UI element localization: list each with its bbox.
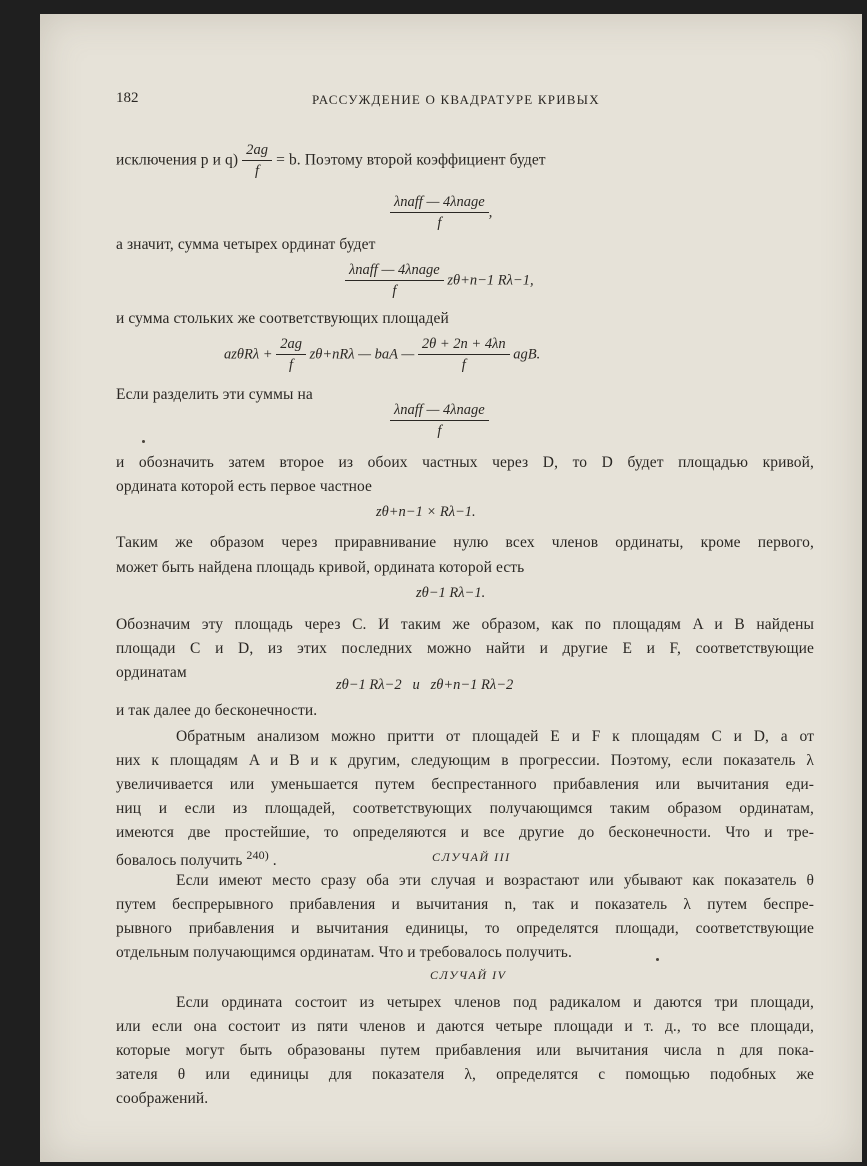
section-heading: СЛУЧАЙ III [432, 850, 511, 864]
text-line: и так далее до бесконечности. [116, 702, 318, 719]
text-line: и сумма стольких же соответствующих площадей [116, 310, 449, 327]
paragraph-line: них к площадям A и B и к другим, следующим в прогрессии. Поэтому, если показатель λ [116, 752, 814, 769]
scan-speck [142, 440, 145, 443]
scan-speck [656, 958, 659, 961]
paragraph-line: бовалось получить $^{240)}$ . [116, 848, 277, 870]
formula: $\frac{\text{λnaff — 4λnage}}{f}$ [390, 402, 489, 440]
text-line: Таким же образом через приравнивание нулю всех членов ординаты, кроме первого, [116, 534, 814, 551]
paragraph-line: увеличивается или уменьшается путем беспрестанного прибавления или вычитания еди- [116, 776, 814, 793]
text-line: может быть найдена площадь кривой, ордината которой есть [116, 559, 525, 576]
fraction: $\frac{2ag}{f}$ [242, 142, 272, 180]
paragraph-line: имеются две простейшие, то определяются и все другие до бесконечности. Что и тре- [116, 824, 814, 841]
paragraph-line: отдельным получающимся ординатам. Что и требовалось получить. [116, 944, 572, 961]
formula: zθ−1 Rλ−1. [416, 585, 486, 601]
text-line: ордината которой есть первое частное [116, 478, 372, 495]
text-line: а значит, сумма четырех ординат будет [116, 236, 376, 253]
paragraph-line: соображений. [116, 1090, 209, 1107]
text-line: ординатам [116, 664, 187, 681]
formula: azθRλ + $\frac{2ag}{f}$ zθ+nRλ — baA — $\frac{2\theta + 2n + 4\lambda n}{f}$ agB. [224, 336, 541, 373]
paragraph-line: Если ордината состоит из четырех членов под радикалом и даются три площади, [176, 994, 814, 1011]
book-page [40, 14, 862, 1162]
formula: zθ−1 Rλ−2 и zθ+n−1 Rλ−2 [336, 677, 514, 693]
text-line: Обозначим эту площадь через C. И таким же образом, как по площадям A и B найдены [116, 616, 814, 633]
footnote-marker: 240) [246, 848, 269, 862]
text-line: исключения p и q) $\frac{2ag}{f}$ = b. Поэтому второй коэффициент будет [116, 142, 546, 179]
section-heading: СЛУЧАЙ IV [430, 968, 507, 982]
paragraph-line: Если имеют место сразу оба эти случая и возрастают или убывают как показатель θ [176, 872, 814, 889]
paragraph-line: которые могут быть образованы путем прибавления или вычитания числа n для пока- [116, 1042, 814, 1059]
running-title: РАССУЖДЕНИЕ О КВАДРАТУРЕ КРИВЫХ [312, 92, 600, 107]
formula: $\frac{\text{λnaff — 4λnage}}{f}$ , [390, 194, 492, 232]
paragraph-line: или если она состоит из пяти членов и даются четыре площади и т. д., то все площади, [116, 1018, 814, 1035]
paragraph-line: зателя θ или единицы для показателя λ, определятся с помощью подобных же [116, 1066, 814, 1083]
paragraph-line: рывного прибавления и вычитания единицы, то определятся площади, соответствующие [116, 920, 814, 937]
formula: $\frac{\text{λnaff — 4λnage}}{f}$ zθ+n−1 Rλ−1, [345, 262, 534, 300]
paragraph-line: Обратным анализом можно притти от площадей E и F к площадям C и D, а от [176, 728, 814, 745]
paragraph-line: ниц и если из площадей, соответствующих получающимся таким образом ординатам, [116, 800, 814, 817]
text-line: и обозначить затем второе из обоих частных через D, то D будет площадью кривой, [116, 454, 814, 471]
text-line: Если разделить эти суммы на [116, 386, 313, 403]
page-number: 182 [116, 90, 139, 106]
text-line: площади C и D, из этих последних можно найти и другие E и F, соответствующие [116, 640, 814, 657]
formula: zθ+n−1 × Rλ−1. [376, 504, 476, 520]
paragraph-line: путем беспрерывного прибавления и вычитания n, так и показатель λ путем беспре- [116, 896, 814, 913]
